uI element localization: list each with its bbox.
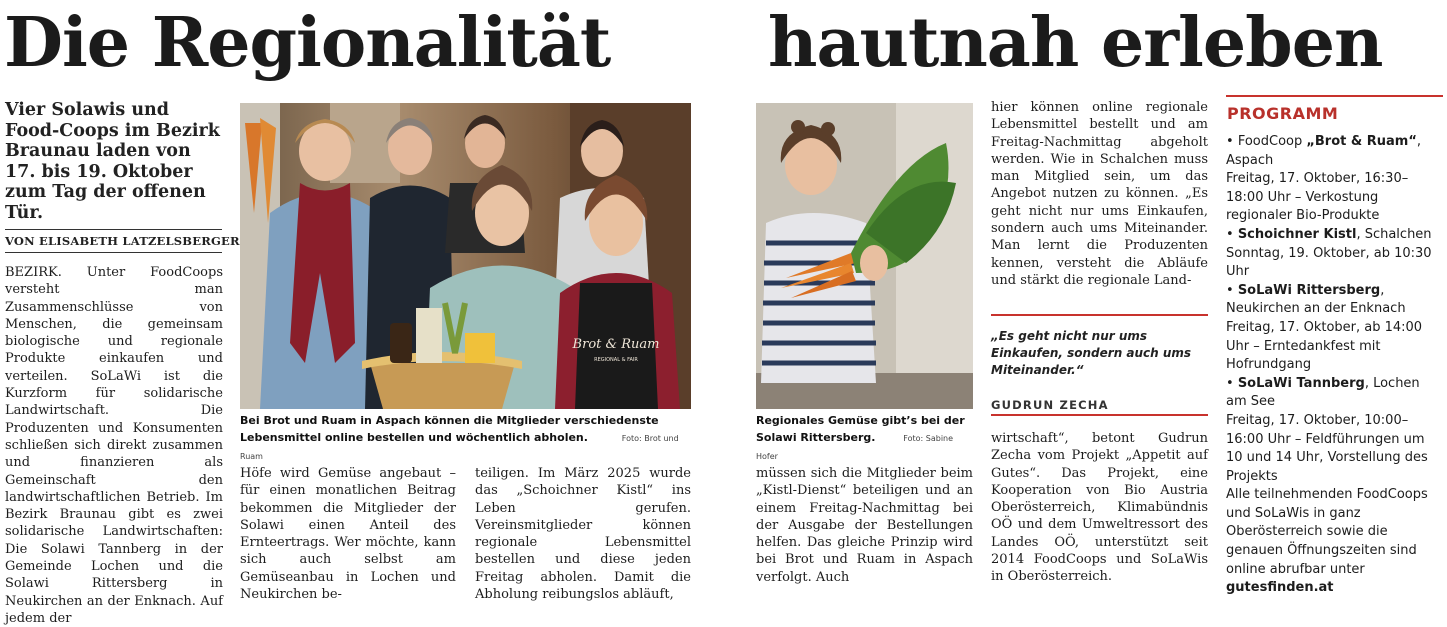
headline-part-2: hautnah erleben xyxy=(768,3,1383,83)
headline-part-1: Die Regionalität xyxy=(4,3,611,83)
pull-quote: „Es geht nicht nur ums Einkaufen, sondern auch ums Miteinander.“ xyxy=(991,329,1192,377)
program-event: • SoLaWi Rittersberg, Neukirchen an der Enknach Freitag, 17. Oktober, ab 14:00 Uhr – Erntedankfest mit Hofrundgang xyxy=(1226,282,1443,375)
article-column-4: müssen sich die Mitglieder beim „Kistl-Dienst“ beteiligen und an einem Freitag-Nachmittag bei der Ausgabe der Bestellungen helfen. Das gleiche Prinzip wird bei Brot und Ruam in Aspach verfolgt. Auch xyxy=(756,466,973,585)
photo-girl-vegetables xyxy=(756,103,973,409)
program-link[interactable]: gutesfinden.at xyxy=(1226,580,1334,596)
program-title: PROGRAMM xyxy=(1227,104,1339,123)
photo2-credit: Foto: Sabine Hofer xyxy=(756,434,954,461)
article-column-1: BEZIRK. Unter FoodCoops versteht man Zusammenschlüsse von Menschen, die gemeinsam biologische und regionale Produkte einkaufen und verteilen. SoLaWi ist die Kurzform für solidarische Landwirtschaft. Die Produzenten und Konsumenten schließen sich direkt zusammen und finanzieren als Gemeinschaft den landwirtschaftlichen Betrieb. Im Bezirk Braunau gibt es zwei solidarische Landwirtschaften: Die Solawi Tannberg in der Gemeinde Lochen und die Solawi Rittersberg in Neukirchen an der Enknach. Auf jedem der xyxy=(5,265,223,626)
article-column-3: teiligen. Im März 2025 wurde das „Schoichner Kistl“ ins Leben gerufen. Vereinsmitglieder können regionale Lebensmittel bestellen und diese jeden Freitag abholen. Damit die Abholung reibungslos abläuft, xyxy=(475,466,691,603)
event-name: „Brot & Ruam“ xyxy=(1306,134,1417,149)
program-event: • SoLaWi Tannberg, Lochen am See Freitag, 17. Oktober, 10:00–16:00 Uhr – Feldführungen um 10 und 14 Uhr, Vorstellung des Projekts xyxy=(1226,375,1443,487)
event-name: SoLaWi Tannberg xyxy=(1237,375,1365,391)
byline: VON ELISABETH LATZELSBERGER xyxy=(5,234,240,248)
photo2-caption-text: Regionales Gemüse gibt’s bei der Solawi Rittersberg. xyxy=(756,414,965,444)
byline-rule-top xyxy=(5,229,222,230)
quote-rule-top xyxy=(991,314,1208,316)
article-column-5-bottom: wirtschaft“, betont Gudrun Zecha vom Projekt „Appetit auf Gutes“. Das Projekt, eine Kooperation von Bio Austria Oberösterreich, Klimabündnis OÖ und dem Umweltressort des Landes OÖ, unterstützt seit 2014 FoodCoops und SoLaWis in Oberösterreich. xyxy=(991,431,1208,585)
quote-rule-bottom xyxy=(991,414,1208,416)
group-photo-illustration xyxy=(240,103,691,409)
event-name: SoLaWi Rittersberg xyxy=(1237,282,1381,298)
article-column-2: Höfe wird Gemüse angebaut – für einen monatlichen Beitrag bekommen die Mitglieder der Solawi einen Anteil des Ernteertrags. Wer möchte, kann sich auch selbst am Gemüseanbau in Lochen und Neukirchen be- xyxy=(240,466,456,603)
event-detail: Freitag, 17. Oktober, 10:00–16:00 Uhr – Feldführungen um 10 und 14 Uhr, Vorstellung des Projekts xyxy=(1226,412,1428,484)
byline-rule-bottom xyxy=(5,252,222,253)
article-column-5-top: hier können online regionale Lebensmittel bestellt und am Freitag-Nachmittag abgeholt werden. Wie in Schalchen muss man Mitglied sein, um das Angebot nutzen zu können. „Es geht nicht nur ums Einkaufen, sondern auch ums Miteinander. Man lernt die Produzenten kennen, versteht die Abläufe und stärkt die regionale Land- xyxy=(991,100,1208,288)
shirt-print-text: Brot & Ruam xyxy=(572,337,660,352)
girl-photo-illustration xyxy=(756,103,973,409)
lead-text: Vier Solawis und Food-Coops im Bezirk Braunau laden von 17. bis 19. Oktober zum Tag der offenen Tür. xyxy=(5,100,220,223)
program-event: • Schoichner Kistl, Schalchen Sonntag, 19. Oktober, ab 10:30 Uhr xyxy=(1226,226,1443,282)
event-detail: Freitag, 17. Oktober, ab 14:00 Uhr – Erntedankfest mit Hofrundgang xyxy=(1226,319,1423,373)
event-detail: Freitag, 17. Oktober, 16:30–18:00 Uhr – Verkostung regionaler Bio-Produkte xyxy=(1226,171,1409,224)
shirt-print-subtext: REGIONAL & FAIR xyxy=(594,357,638,363)
program-rule xyxy=(1226,95,1443,97)
event-detail: Sonntag, 19. Oktober, ab 10:30 Uhr xyxy=(1226,245,1432,280)
photo1-caption xyxy=(240,412,691,465)
program-event: • FoodCoop „Brot & Ruam“, Aspach Freitag, 17. Oktober, 16:30–18:00 Uhr – Verkostung regionaler Bio-Produkte xyxy=(1226,133,1443,226)
photo-group-members xyxy=(240,103,691,409)
program-list xyxy=(1226,133,1443,598)
quote-author: GUDRUN ZECHA xyxy=(991,398,1109,412)
photo1-caption-text: Bei Brot und Ruam in Aspach können die Mitglieder verschiedenste Lebensmittel online bestellen und wöchentlich abholen. xyxy=(240,414,659,444)
photo1-credit: Foto: Brot und Ruam xyxy=(240,434,679,461)
photo2-caption xyxy=(756,412,973,465)
program-footer: Alle teilnehmenden FoodCoops und SoLaWis in ganz Oberösterreich sowie die genauen Öffnungszeiten sind online abrufbar unter gutesfinden.at xyxy=(1226,487,1428,596)
event-name: Schoichner Kistl xyxy=(1237,226,1357,242)
